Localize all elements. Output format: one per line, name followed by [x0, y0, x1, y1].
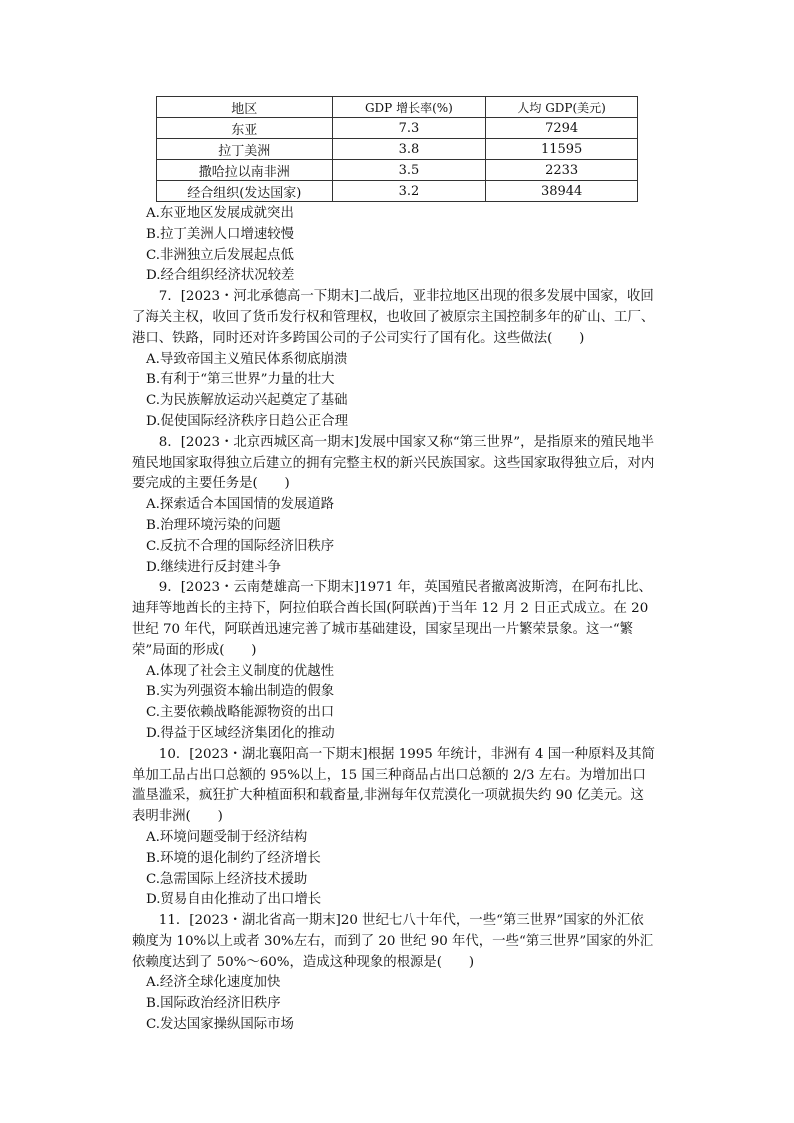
question-6-options	[132, 204, 656, 287]
option-c: C.为民族解放运动兴起奠定了基础	[146, 393, 348, 409]
question-7	[132, 287, 656, 433]
question-stem: 8．[2023・北京西城区高一期末]发展中国家又称“第三世界”，是指原来的殖民地半殖民地国家取得独立后建立的拥有完整主权的新兴民族国家。这些国家取得独立后，对内要完成的主要任务是( )	[132, 434, 655, 492]
option-c: C.发达国家操纵国际市场	[146, 1017, 294, 1033]
table-cell: 2233	[486, 160, 638, 181]
question-10	[132, 745, 656, 911]
option-b: B.治理环境污染的问题	[146, 517, 281, 533]
table-row	[157, 118, 638, 139]
table-header-cell: 地区	[157, 97, 333, 118]
option-a: A.探索适合本国国情的发展道路	[146, 497, 335, 513]
option-d: D.经合组织经济状况较差	[146, 268, 295, 284]
option-d: D.贸易自由化推动了出口增长	[146, 892, 322, 908]
question-11	[132, 911, 656, 1036]
table-cell: 3.2	[332, 181, 486, 202]
option-c: C.非洲独立后发展起点低	[146, 247, 294, 263]
option-b: B.拉丁美洲人口增速较慢	[146, 226, 295, 242]
option-b: B.有利于“第三世界”力量的壮大	[146, 372, 335, 388]
option-c: C.反抗不合理的国际经济旧秩序	[146, 538, 335, 554]
gdp-table	[156, 96, 638, 202]
table-cell: 拉丁美洲	[157, 139, 333, 160]
table-cell: 7.3	[332, 118, 486, 139]
option-a: A.经济全球化速度加快	[146, 975, 281, 991]
option-b: B.环境的退化制约了经济增长	[146, 850, 321, 866]
table-cell: 3.8	[332, 139, 486, 160]
table-cell: 3.5	[332, 160, 486, 181]
option-b: B.实为列强资本输出制造的假象	[146, 684, 335, 700]
option-d: D.继续进行反封建斗争	[146, 559, 282, 575]
table-cell: 撒哈拉以南非洲	[157, 160, 333, 181]
table-header-cell: GDP 增长率(%)	[332, 97, 486, 118]
question-9	[132, 578, 656, 744]
table-row	[157, 181, 638, 202]
question-stem: 9．[2023・云南楚雄高一下期末]1971 年，英国殖民者撤离波斯湾，在阿布扎比、迪拜等地酋长的主持下，阿拉伯联合酋长国(阿联酋)于当年 12 月 2 日正式成立。在 20 世纪 70 年代，阿联酋迅速完善了城市基础建设，国家呈现出一片繁荣景象。这一“繁荣”局面的形成( )	[132, 580, 652, 658]
option-a: A.环境问题受制于经济结构	[146, 829, 308, 845]
option-a: A.东亚地区发展成就突出	[146, 206, 294, 221]
option-d: D.得益于区域经济集团化的推动	[146, 725, 335, 741]
table-cell: 经合组织(发达国家)	[157, 181, 333, 202]
option-c: C.主要依赖战略能源物资的出口	[146, 705, 335, 721]
option-d: D.促使国际经济秩序日趋公正合理	[146, 413, 348, 429]
option-a: A.体现了社会主义制度的优越性	[146, 663, 335, 679]
question-stem: 7．[2023・河北承德高一下期末]二战后，亚非拉地区出现的很多发展中国家，收回了海关主权，收回了货币发行权和管理权，也收回了被原宗主国控制多年的矿山、工厂、港口、铁路，同时还对许多跨国公司的子公司实行了国有化。这些做法( )	[132, 289, 655, 346]
option-c: C.急需国际上经济技术援助	[146, 871, 308, 887]
table-cell: 11595	[486, 139, 638, 160]
table-cell: 7294	[486, 118, 638, 139]
question-stem: 10．[2023・湖北襄阳高一下期末]根据 1995 年统计，非洲有 4 国一种原料及其简单加工品占出口总额的 95%以上，15 国三种商品占出口总额的 2/3 左右。为增加出口滥垦滥采，疯狂扩大种植面积和载畜量,非洲每年仅荒漠化一项就损失约 90 亿美元。这表明非洲( )	[132, 746, 655, 825]
question-content	[132, 204, 656, 1036]
table-header-cell: 人均 GDP(美元)	[486, 97, 638, 118]
table-row	[157, 160, 638, 181]
question-stem: 11．[2023・湖北省高一期末]20 世纪七八十年代，一些“第三世界”国家的外汇依赖度为 10%以上或者 30%左右，而到了 20 世纪 90 年代，一些“第三世界”国家的外汇依赖度达到了 50%～60%，造成这种现象的根源是( )	[132, 913, 654, 970]
table-cell: 38944	[486, 181, 638, 202]
option-b: B.国际政治经济旧秩序	[146, 996, 281, 1012]
option-a: A.导致帝国主义殖民体系彻底崩溃	[146, 351, 348, 367]
table-header-row	[157, 97, 638, 118]
question-8	[132, 433, 656, 579]
table-row	[157, 139, 638, 160]
table-cell: 东亚	[157, 118, 333, 139]
